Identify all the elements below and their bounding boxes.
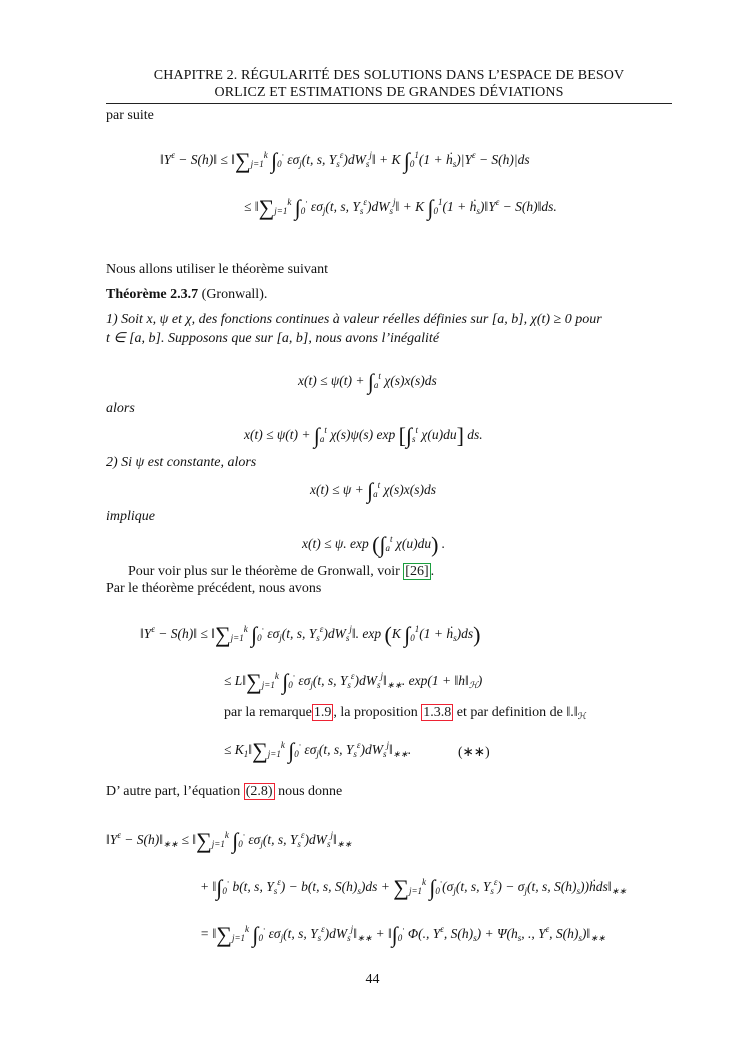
citation-26[interactable]: [26]	[405, 564, 429, 579]
theorem-name: (Gronwall).	[201, 287, 268, 302]
equation-2b: ≤ $L‖\sum_{j=1}^k$ $\int_0^\cdot$ $\varepsilon\sigma_j(t$, s, $Y_s^\varepsilon)dW_s^j‖_{∗∗}$. $\exp(1 + ‖h‖_ℋ)$	[224, 669, 483, 694]
equation-tag-stars: (∗∗)	[458, 744, 490, 759]
equation-1a: $‖Y^\varepsilon$ − S(h)‖ ≤ $‖\sum_{j=1}^k$ $\int_0^\cdot$ $\varepsilon\sigma_j(t$, s, $Y_s^\varepsilon)dW_s^j‖ + K$ $\int_0^1(1$ + $ḣ_s)|Y^\varepsilon - S(h)|ds$	[160, 148, 530, 173]
theorem-label: Théorème 2.3.7	[106, 287, 199, 302]
nous-donne-label: nous donne	[274, 784, 343, 799]
equation-3a: $‖Y^\varepsilon$ − $S(h)‖_{∗∗}$ ≤ $‖\sum_{j=1}^k$ $\int_0^\cdot$ $\varepsilon\sigma_j(t$, s, $Y_s^\varepsilon)dW_s^j‖_{∗∗}$	[106, 828, 352, 853]
pour-voir-label: Pour voir plus sur le théorème de Gronwall, voir	[128, 564, 400, 579]
text-pour-voir: Pour voir plus sur le théorème de Gronwall, voir [26] .	[128, 564, 435, 579]
text-d-autre	[106, 784, 342, 800]
equation-gronwall-const: $x(t) \le \psi + \int_a^t$ χ(s)x(s)ds	[310, 478, 436, 503]
running-header-line2: ORLICZ ET ESTIMATIONS DE GRANDES DÉVIATIONS	[214, 85, 564, 100]
text-par-la-remarque: par la remarque 1.9 , la proposition 1.3.8 et par definition de $‖.‖_ℋ$	[224, 705, 587, 721]
text-alors: alors	[106, 401, 135, 416]
remarque-label: par la remarque	[224, 705, 312, 720]
text-nous-allons: Nous allons utiliser le théorème suivant	[106, 262, 329, 277]
definition-label: et par definition de ‖.‖	[453, 705, 578, 720]
page-number: 44	[365, 972, 380, 987]
ref-1-9[interactable]: 1.9	[313, 705, 332, 720]
theorem-item1-line2: t ∈ [a, b]. Supposons que sur [a, b], nous avons l’inégalité	[106, 331, 440, 346]
running-header-line1: CHAPITRE 2. RÉGULARITÉ DES SOLUTIONS DANS L’ESPACE DE BESOV	[153, 68, 625, 83]
text-par-suite: par suite	[106, 108, 154, 123]
equation-gronwall-const-concl: x(t) ≤ ψ. $\exp (\int_a^t$ χ(u)du) .	[302, 532, 446, 557]
equation-gronwall-concl: $x(t) \le \psi(t) + \int_a^t$ χ(s)ψ(s) $\exp [\int_s^t$ χ(u)du] ds.	[244, 423, 483, 448]
equation-gronwall-hyp: $x(t) \le \psi(t) + \int_a^t$ χ(s)x(s)ds	[298, 369, 437, 394]
theorem-heading	[106, 287, 267, 303]
ref-eq-2-8[interactable]: (2.8)	[245, 784, 273, 799]
d-autre-label: D’ autre part, l’équation	[106, 784, 241, 799]
equation-3b: + $‖\int_0^\cdot$ b(t, s, $Y_s^\varepsilon) - b(t$, s, $S(h)_s)ds + \sum_{j=1}^k$ $\int_0^\cdot(\sigma_j(t$, s, $Y_s^\varepsilon) - \sigma_j(t$, s, $S(h)_s))ḣds‖_{∗∗}$	[200, 875, 627, 900]
text-implique: implique	[106, 509, 155, 524]
theorem-item1-line1: 1) Soit x, ψ et χ, des fonctions continues à valeur réelles définies sur [a, b], χ(t) ≥ 0 pour	[106, 312, 602, 327]
text-par-le: Par le théorème précédent, nous avons	[106, 581, 322, 596]
equation-1b: ≤ $‖\sum_{j=1}^k$ $\int_0^\cdot$ $\varepsilon\sigma_j(t$, s, $Y_s^\varepsilon)dW_s^j‖ + K$ $\int_0^1(1$ + $ḣ_s)‖Y^\varepsilon$ − S(h)‖ds.	[244, 195, 557, 220]
ref-1-3-8[interactable]: 1.3.8	[423, 705, 452, 720]
theorem-item2: 2) Si ψ est constante, alors	[106, 455, 257, 470]
equation-2c: ≤ $K_1‖\sum_{j=1}^k$ $\int_0^\cdot$ $\varepsilon\sigma_j(t$, s, $Y_s^\varepsilon)dW_s^j‖_{∗∗}$.	[224, 738, 412, 763]
equation-3c: = $‖\sum_{j=1}^k$ $\int_0^\cdot$ $\varepsilon\sigma_j(t$, s, $Y_s^\varepsilon)dW_s^j‖_{∗∗}$ + $‖\int_0^\cdot$ Φ(., $Y^\varepsilon$, $S(h)_s) + \Psi(h_s$, ., $Y^\varepsilon$, $S(h)_s)‖_{∗∗}$	[200, 922, 606, 947]
proposition-label: , la proposition	[333, 705, 418, 720]
header-rule	[106, 103, 672, 104]
equation-2a: $‖Y^\varepsilon$ − S(h)‖ ≤ $‖\sum_{j=1}^k$ $\int_0^\cdot$ $\varepsilon\sigma_j(t$, s, $Y_s^\varepsilon)dW_s^j‖$. exp (K $\int_0^1(1$ + ḣ$_s$)ds)	[140, 622, 481, 647]
